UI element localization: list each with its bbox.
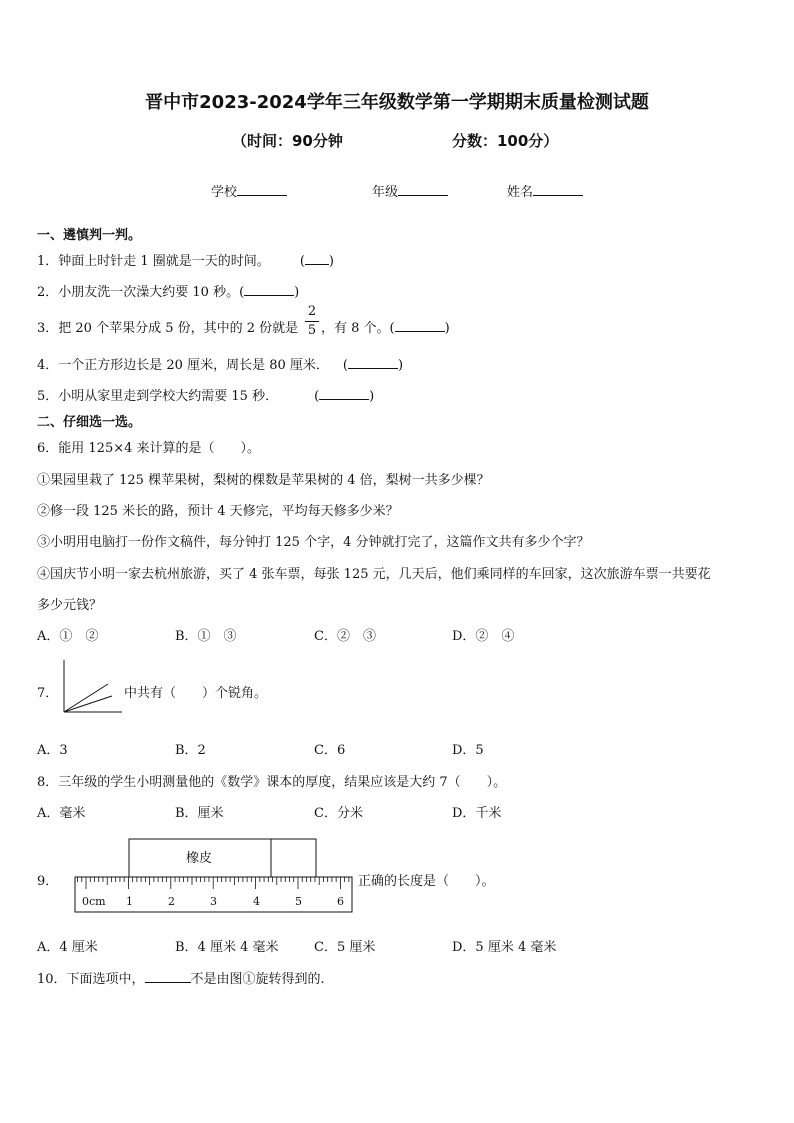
q6-option-a[interactable]: A．① ② bbox=[37, 629, 99, 644]
q8-option-b[interactable]: B．厘米 bbox=[175, 806, 224, 821]
question-1-text: 1．钟面上时针走 1 圈就是一天的时间。 bbox=[37, 254, 270, 269]
q7-option-a[interactable]: A．3 bbox=[37, 743, 68, 758]
ruler-ticks bbox=[78, 877, 349, 889]
fraction-denominator: 5 bbox=[307, 323, 317, 338]
school-blank[interactable] bbox=[237, 195, 287, 196]
q8-option-d[interactable]: D．千米 bbox=[452, 806, 502, 821]
time-info: （时间：90分钟 bbox=[232, 132, 343, 150]
section1-heading: 一、遴慎判一判。 bbox=[37, 228, 142, 243]
question-7-text: 中共有（ ）个锐角。 bbox=[124, 686, 268, 701]
ruler-label-2: 2 bbox=[168, 895, 175, 908]
q9-option-c[interactable]: C．5 厘米 bbox=[314, 940, 376, 955]
ruler-label-5: 5 bbox=[295, 895, 302, 908]
question-8-stem: 8．三年级的学生小明测量他的《数学》课本的厚度，结果应该是大约 7（ ）。 bbox=[37, 775, 507, 790]
question-2: 2．小朋友洗一次澡大约要 10 秒。( ) bbox=[37, 285, 300, 300]
fraction-bar bbox=[305, 321, 319, 322]
q7-option-c[interactable]: C．6 bbox=[314, 743, 346, 758]
question-4-text: 4．一个正方形边长是 20 厘米，周长是 80 厘米． bbox=[37, 358, 329, 373]
answer-blank-3[interactable] bbox=[395, 331, 445, 332]
question-5: 5．小明从家里走到学校大约需要 15 秒． ( ) bbox=[37, 389, 375, 404]
grade-field bbox=[372, 181, 448, 200]
section2-heading: 二、仔细选一选。 bbox=[37, 415, 142, 430]
name-blank[interactable] bbox=[533, 195, 583, 196]
q9-option-d[interactable]: D．5 厘米 4 毫米 bbox=[452, 940, 557, 955]
question-6-item-3: ③小明用电脑打一份作文稿件，每分钟打 125 个字，4 分钟就打完了，这篇作文共有多少个字？ bbox=[37, 535, 590, 550]
ruler-label-4: 4 bbox=[253, 895, 260, 908]
score-info: 分数：100分） bbox=[452, 132, 559, 150]
ruler-label-3: 3 bbox=[210, 895, 217, 908]
question-7-number: 7． bbox=[37, 686, 59, 701]
question-6-item-4: ④国庆节小明一家去杭州旅游，买了 4 张车票，每张 125 元，几天后，他们乘同样的车回家，这次旅游车票一共要花 bbox=[37, 567, 711, 582]
school-label: 学校 bbox=[211, 185, 238, 200]
q8-option-c[interactable]: C．分米 bbox=[314, 806, 363, 821]
q6-option-b[interactable]: B．① ③ bbox=[175, 629, 237, 644]
question-9-number: 9． bbox=[37, 874, 59, 889]
ruler-label-1: 1 bbox=[126, 895, 133, 908]
q9-option-b[interactable]: B．4 厘米 4 毫米 bbox=[175, 940, 279, 955]
question-3-text-after: ，有 8 个。 bbox=[321, 321, 390, 336]
question-6-stem: 6．能用 125×4 来计算的是（ ）。 bbox=[37, 441, 261, 456]
fraction-two-fifths bbox=[305, 305, 319, 338]
eraser-label: 橡皮 bbox=[186, 851, 213, 866]
ruler-figure bbox=[74, 838, 356, 916]
angle-ray-steep bbox=[64, 684, 108, 712]
name-label: 姓名 bbox=[507, 185, 534, 200]
answer-blank-10[interactable] bbox=[145, 982, 191, 983]
question-3-tail: ，有 8 个。( ) bbox=[321, 321, 450, 336]
question-4: 4．一个正方形边长是 20 厘米，周长是 80 厘米． ( ) bbox=[37, 358, 404, 373]
answer-blank-4[interactable] bbox=[348, 368, 398, 369]
q7-option-d[interactable]: D．5 bbox=[452, 743, 484, 758]
answer-blank-1[interactable] bbox=[305, 264, 329, 265]
question-5-text: 5．小明从家里走到学校大约需要 15 秒． bbox=[37, 389, 279, 404]
question-3 bbox=[37, 317, 298, 336]
question-10 bbox=[37, 968, 325, 987]
q7-option-b[interactable]: B．2 bbox=[175, 743, 206, 758]
question-2-text: 2．小朋友洗一次澡大约要 10 秒。 bbox=[37, 285, 240, 300]
ruler-label-6: 6 bbox=[337, 895, 344, 908]
question-9-text: 正确的长度是（ ）。 bbox=[358, 874, 495, 889]
q6-option-d[interactable]: D．② ④ bbox=[452, 629, 515, 644]
grade-label: 年级 bbox=[372, 185, 399, 200]
ruler-label-0: 0cm bbox=[82, 895, 106, 908]
name-field bbox=[507, 181, 583, 200]
grade-blank[interactable] bbox=[398, 195, 448, 196]
answer-blank-5[interactable] bbox=[319, 399, 369, 400]
school-field bbox=[211, 181, 287, 200]
question-6-item-2: ②修一段 125 米长的路，预计 4 天修完，平均每天修多少米？ bbox=[37, 504, 399, 519]
question-3-text: 3．把 20 个苹果分成 5 份，其中的 2 份就是 bbox=[37, 321, 299, 336]
fraction-numerator: 2 bbox=[307, 304, 317, 319]
question-10-text-after: 不是由图①旋转得到的. bbox=[190, 972, 325, 987]
q8-option-a[interactable]: A．毫米 bbox=[37, 806, 86, 821]
question-1: 1．钟面上时针走 1 圈就是一天的时间。 ( ) bbox=[37, 254, 334, 269]
question-10-text-before: 10．下面选项中， bbox=[37, 972, 145, 987]
question-6-item-4-cont: 多少元钱？ bbox=[37, 598, 103, 613]
page-title: 晋中市2023-2024学年三年级数学第一学期期末质量检测试题 bbox=[145, 92, 649, 113]
question-6-item-1: ①果园里栽了 125 棵苹果树，梨树的棵数是苹果树的 4 倍，梨树一共多少棵？ bbox=[37, 473, 490, 488]
q9-option-a[interactable]: A．4 厘米 bbox=[37, 940, 98, 955]
q6-option-c[interactable]: C．② ③ bbox=[314, 629, 376, 644]
eraser-outline bbox=[129, 839, 316, 877]
answer-blank-2[interactable] bbox=[244, 295, 294, 296]
angle-ray-shallow bbox=[64, 696, 112, 712]
angle-figure bbox=[60, 658, 124, 716]
